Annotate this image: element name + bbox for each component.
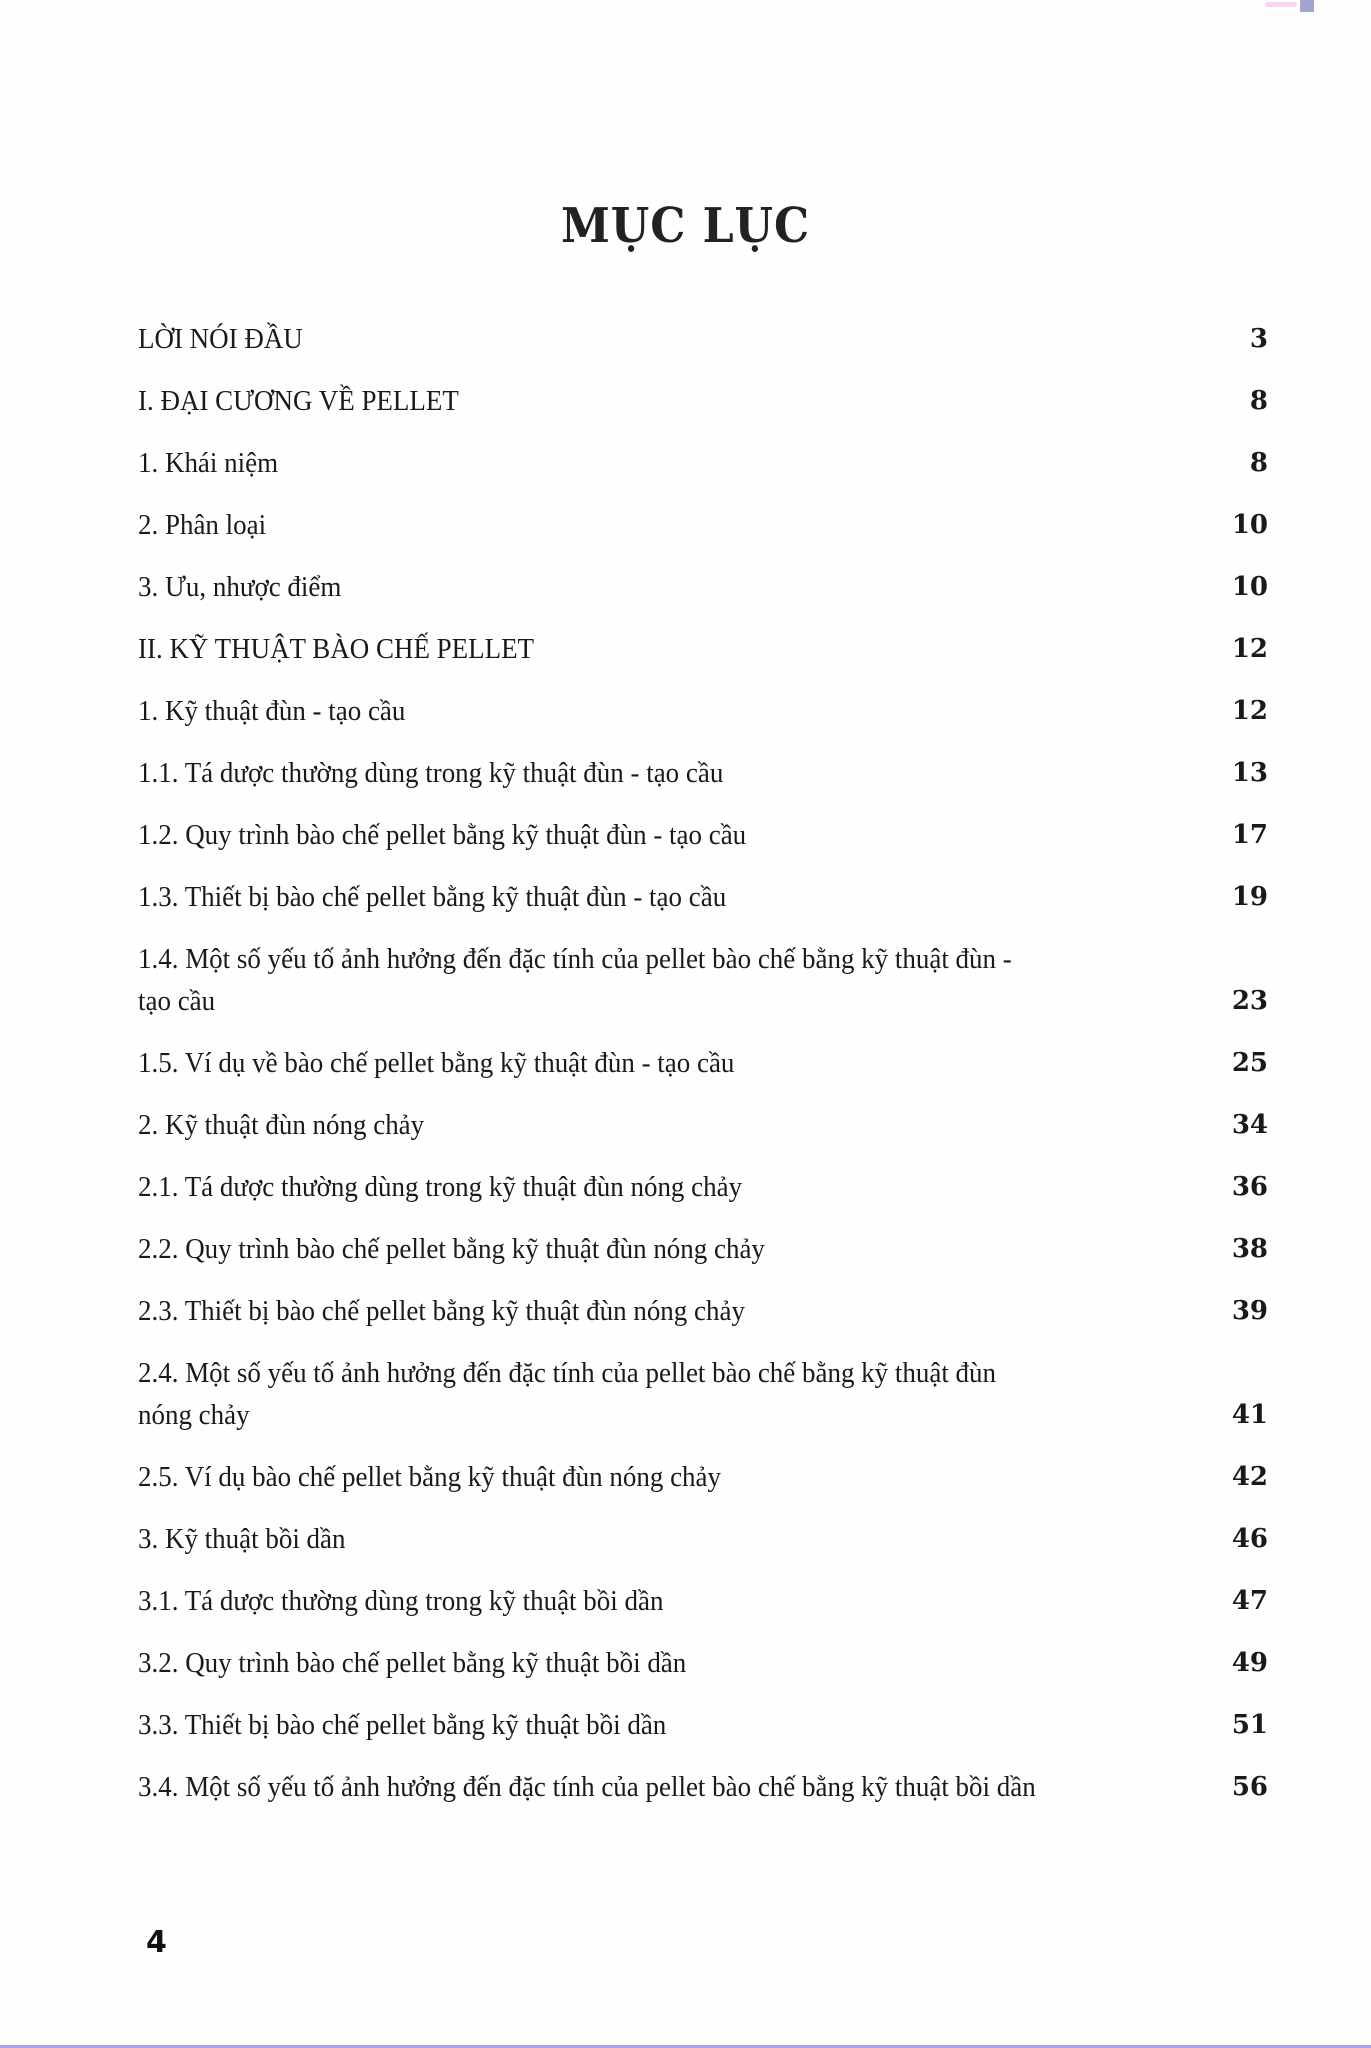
- toc-entry[interactable]: [138, 1518, 1268, 1560]
- toc-entry-label: II. KỸ THUẬT BÀO CHẾ PELLET: [138, 633, 535, 665]
- toc-entry[interactable]: [138, 938, 1268, 1022]
- toc-entry-label: 1. Khái niệm: [138, 447, 279, 479]
- toc-entry-label: 2. Kỹ thuật đùn nóng chảy: [138, 1109, 425, 1141]
- toc-entry[interactable]: [138, 1166, 1268, 1208]
- toc-entry-label: 2. Phân loại: [138, 509, 267, 541]
- toc-entry-page: 23: [1231, 986, 1268, 1016]
- toc-entry-label: 1.1. Tá dược thường dùng trong kỹ thuật đùn - tạo cầu: [138, 757, 724, 789]
- toc-entry[interactable]: [138, 1104, 1268, 1146]
- toc-entry-page: 12: [1231, 696, 1268, 726]
- toc-entry-label: 2.5. Ví dụ bào chế pellet bằng kỹ thuật đùn nóng chảy: [138, 1461, 721, 1493]
- toc-entry-page: 46: [1231, 1524, 1268, 1554]
- scan-artifact: [1265, 2, 1297, 7]
- toc-entry-label: 3.2. Quy trình bào chế pellet bằng kỹ thuật bồi dần: [138, 1647, 687, 1679]
- toc-entry[interactable]: [138, 1642, 1268, 1684]
- toc-entry[interactable]: [138, 380, 1268, 422]
- toc-entry-page: 25: [1231, 1048, 1268, 1078]
- toc-entry-label: 3.4. Một số yếu tố ảnh hưởng đến đặc tính của pellet bào chế bằng kỹ thuật bồi dần: [138, 1771, 1036, 1803]
- toc-entry-page: 8: [1249, 448, 1268, 478]
- toc-entry-page: 42: [1231, 1462, 1268, 1492]
- toc-entry[interactable]: [138, 814, 1268, 856]
- toc-entry[interactable]: [138, 1580, 1268, 1622]
- toc-entry-page: 41: [1231, 1400, 1268, 1430]
- toc-entry-page: 34: [1231, 1110, 1268, 1140]
- toc-entry-label: 3. Ưu, nhược điểm: [138, 571, 342, 603]
- toc-entry-label: 2.4. Một số yếu tố ảnh hưởng đến đặc tính của pellet bào chế bằng kỹ thuật đùn nóng chảy: [138, 1357, 997, 1431]
- toc-entry[interactable]: [138, 876, 1268, 918]
- toc-entry-page: 38: [1231, 1234, 1268, 1264]
- toc-entry-page: 56: [1231, 1772, 1268, 1802]
- toc-entry[interactable]: [138, 1766, 1268, 1808]
- page-title: MỤC LỤC: [560, 198, 811, 255]
- toc-entry-page: 19: [1231, 882, 1268, 912]
- toc-entry-label: 3. Kỹ thuật bồi dần: [138, 1523, 346, 1555]
- toc-entry[interactable]: [138, 442, 1268, 484]
- toc-entry[interactable]: [138, 1228, 1268, 1270]
- table-of-contents: [138, 318, 1268, 1828]
- toc-entry-label: LỜI NÓI ĐẦU: [138, 323, 303, 355]
- toc-entry-label: 1.2. Quy trình bào chế pellet bằng kỹ thuật đùn - tạo cầu: [138, 819, 747, 851]
- toc-entry-page: 12: [1231, 634, 1268, 664]
- toc-entry-page: 39: [1231, 1296, 1268, 1326]
- toc-entry-page: 13: [1231, 758, 1268, 788]
- toc-entry-page: 8: [1249, 386, 1268, 416]
- toc-entry-page: 10: [1231, 510, 1268, 540]
- toc-entry[interactable]: [138, 628, 1268, 670]
- toc-entry[interactable]: [138, 752, 1268, 794]
- toc-entry[interactable]: [138, 1290, 1268, 1332]
- toc-entry-page: 51: [1231, 1710, 1268, 1740]
- toc-entry-page: 3: [1249, 324, 1268, 354]
- toc-entry-page: 47: [1231, 1586, 1268, 1616]
- scan-artifact: [1300, 0, 1314, 12]
- toc-entry[interactable]: [138, 690, 1268, 732]
- toc-entry-page: 36: [1231, 1172, 1268, 1202]
- toc-entry[interactable]: [138, 318, 1268, 360]
- toc-entry-label: 2.1. Tá dược thường dùng trong kỹ thuật đùn nóng chảy: [138, 1171, 743, 1203]
- toc-entry-page: 10: [1231, 572, 1268, 602]
- toc-entry-page: 49: [1231, 1648, 1268, 1678]
- toc-entry-label: I. ĐẠI CƯƠNG VỀ PELLET: [138, 385, 459, 417]
- toc-entry[interactable]: [138, 1042, 1268, 1084]
- page-number: 4: [146, 1925, 167, 1960]
- toc-entry-label: 1.5. Ví dụ về bào chế pellet bằng kỹ thuật đùn - tạo cầu: [138, 1047, 735, 1079]
- toc-entry[interactable]: [138, 1704, 1268, 1746]
- toc-entry-label: 2.2. Quy trình bào chế pellet bằng kỹ thuật đùn nóng chảy: [138, 1233, 765, 1265]
- toc-entry[interactable]: [138, 504, 1268, 546]
- toc-entry[interactable]: [138, 1352, 1268, 1436]
- toc-entry-label: 1.3. Thiết bị bào chế pellet bằng kỹ thuật đùn - tạo cầu: [138, 881, 727, 913]
- toc-entry-label: 1.4. Một số yếu tố ảnh hưởng đến đặc tính của pellet bào chế bằng kỹ thuật đùn - tạo cầu: [138, 943, 1012, 1017]
- toc-entry-label: 2.3. Thiết bị bào chế pellet bằng kỹ thuật đùn nóng chảy: [138, 1295, 745, 1327]
- toc-entry[interactable]: [138, 1456, 1268, 1498]
- toc-entry-page: 17: [1231, 820, 1268, 850]
- toc-entry-label: 1. Kỹ thuật đùn - tạo cầu: [138, 695, 406, 727]
- toc-entry[interactable]: [138, 566, 1268, 608]
- toc-entry-label: 3.1. Tá dược thường dùng trong kỹ thuật bồi dần: [138, 1585, 664, 1617]
- toc-entry-label: 3.3. Thiết bị bào chế pellet bằng kỹ thuật bồi dần: [138, 1709, 667, 1741]
